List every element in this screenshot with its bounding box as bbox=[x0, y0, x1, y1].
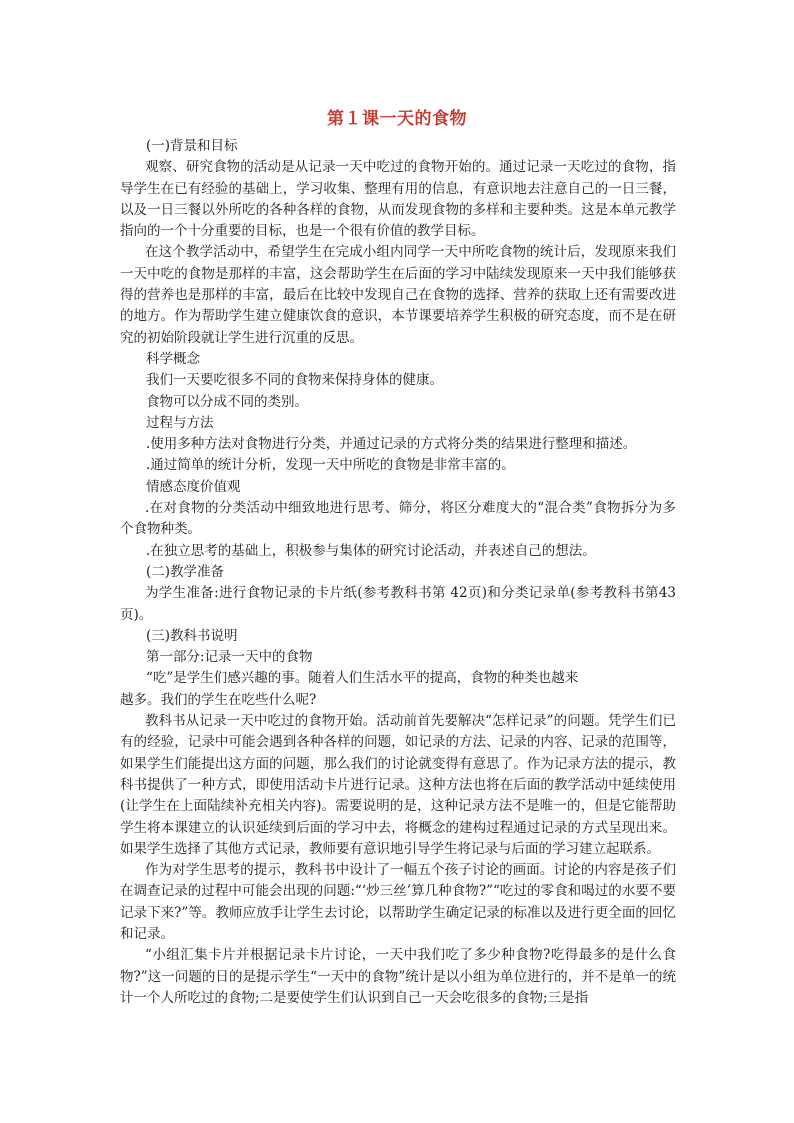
section-line: .通过简单的统计分析，发现一天中所吃的食物是非常丰富的。 bbox=[146, 457, 515, 474]
section-line: 过程与方法 bbox=[146, 414, 214, 431]
page-title: 第１课一天的食物 bbox=[327, 109, 467, 129]
section-line: (一)背景和目标 bbox=[146, 138, 238, 154]
document-body bbox=[120, 136, 676, 1009]
paragraph: .在对食物的分类活动中细致地进行思考、筛分，将区分难度大的“混合类”食物拆分为多个食物种类。 bbox=[120, 500, 676, 538]
section-line: 食物可以分成不同的类别。 bbox=[146, 393, 308, 410]
section-line: 第一部分:记录一天中的食物 bbox=[146, 649, 313, 666]
paragraph: 为学生准备:进行食物记录的卡片纸(参考教科书第 42页)和分类记录单(参考教科书第43页)。 bbox=[120, 585, 676, 623]
paragraph: 越多。我们的学生在吃些什么呢? bbox=[120, 691, 317, 708]
paragraph: 作为对学生思考的提示，教科书中设计了一幅五个孩子讨论的画面。讨论的内容是孩子们在调查记录的过程中可能会出现的问题:“‘炒三丝’算几种食物?”“吃过的零食和喝过的水要不要记录下来?”等。教师应放手让学生去讨论，以帮助学生确定记录的标准以及进行更全面的回忆和记录。 bbox=[120, 862, 676, 942]
paragraph: “小组汇集卡片并根据记录卡片讨论，一天中我们吃了多少种食物?吃得最多的是什么食物?”这一问题的日的是提示学生“一天中的食物”统计是以小组为单位进行的，并不是单一的统计一个人所吃过的食物;二是要使学生们认识到自己一天会吃很多的食物;三是指 bbox=[120, 947, 676, 1006]
section-line: 科学概念 bbox=[146, 350, 200, 367]
section-line: 我们一天要吃很多不同的食物来保持身体的健康。 bbox=[146, 372, 443, 389]
section-line: (三)教科书说明 bbox=[146, 627, 238, 644]
section-line: 情感态度价值观 bbox=[146, 478, 241, 495]
paragraph: 观察、研究食物的活动是从记录一天中吃过的食物开始的。通过记录一天吃过的食物，指导学生在已有经验的基础上，学习收集、整理有用的信息，有意识地去注意自己的一日三餐，以及一日三餐以外所吃的各种各样的食物，从而发现食物的多样和主要种类。这是本单元教学指向的一个十分重要的目标，也是一个很有价值的教学目标。 bbox=[120, 159, 676, 240]
section-line: (二)教学准备 bbox=[146, 563, 225, 580]
paragraph: 在这个教学活动中，希望学生在完成小组内同学一天中所吃食物的统计后，发现原来我们一天中吃的食物是那样的丰富，这会帮助学生在后面的学习中陆续发现原来一天中我们能够获得的营养也是那样的丰富，最后在比较中发现自己在食物的选择、营养的获取上还有需要改进的地方。作为帮助学生建立健康饮食的意识，本节课要培养学生积极的研究态度，而不是在研究的初始阶段就让学生进行沉重的反思。 bbox=[120, 244, 676, 346]
section-line: .在独立思考的基础上，积极参与集体的研究讨论活动，并表述自己的想法。 bbox=[146, 542, 596, 559]
paragraph: 教科书从记录一天中吃过的食物开始。活动前首先要解决“怎样记录”的问题。凭学生们已有的经验，记录中可能会遇到各种各样的问题，如记录的方法、记录的内容、记录的范围等，如果学生们能提出这方面的问题，那么我们的讨论就变得有意思了。作为记录方法的提示，教科书提供了一种方式，即使用活动卡片进行记录。这种方法也将在后面的教学活动中延续使用(让学生在上面陆续补充相关内容)。需要说明的是，这种记录方法不是唯一的，但是它能帮助学生将本课建立的认识延续到后面的学习中去，将概念的建构过程通过记录的方式呈现出来。如果学生选择了其他方式记录，教师要有意识地引导学生将记录与后面的学习建立起联系。 bbox=[120, 713, 676, 857]
section-line: .使用多种方法对食物进行分类，并通过记录的方式将分类的结果进行整理和描述。 bbox=[146, 436, 637, 453]
section-line: “吃”是学生们感兴趣的事。随着人们生活水平的提高，食物的种类也越来 bbox=[146, 670, 579, 687]
